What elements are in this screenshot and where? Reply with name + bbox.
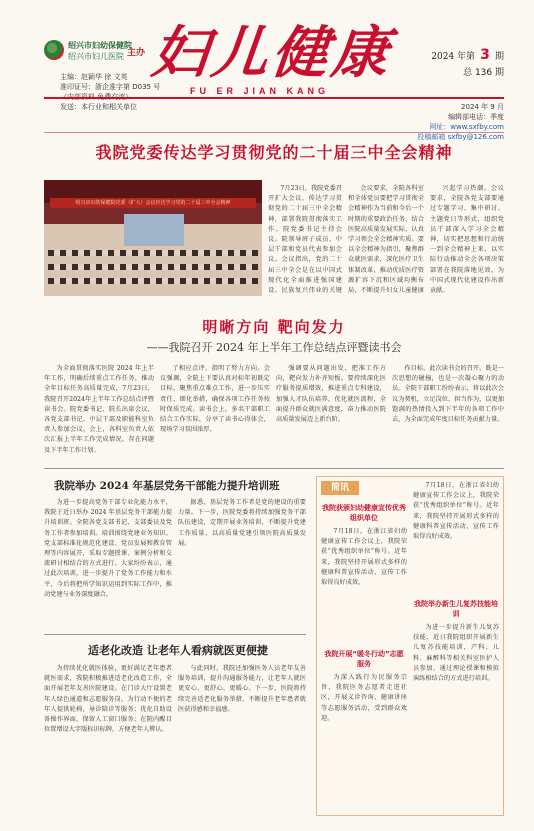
photo-seat-row [48,250,258,256]
article2-column-1 [44,364,154,460]
article1-col3-text: 兴起学习热潮。会议要求，全院各党支部要通过专题学习、集中研讨、主题党日等形式，组织党员干部深入学习全会精神，切实把思想和行动统一到全会精神上来，以实际行动推动全会各项决策部署在我院落地见效，为中国式现代化建设作出新贡献。 [430,185,504,295]
notice-line: 发送：本行业和相关单位 [60,103,137,111]
article2-headline: 明晰方向 靶向发力 [202,318,346,336]
article4-column-2 [178,664,306,814]
article2-column-3 [276,364,386,460]
article3-body-2: 据悉，基层党务工作者是党的建设的重要力量。下一步，医院党委将持续加强党务干部队伍建设，定期开展业务培训，不断提升党建工作质量，以高质量党建引领医院高质量发展。 [178,499,306,547]
article2-col1-text: 为全面贯彻落实医院 2024 年上半年工作，明确后续重点工作任务，推动全年目标任务高质量完成，7月23日，我院召开2024年上半年工作总结点评暨读书会。院党委书记、院长出席会议，各党支部书记、中层干部及职能科室负责人参加会议。会上，各科室负责人依次汇报上半年工作完成情况、存在问题及下半年工作计划。 [44,365,154,454]
newspaper-title: 妇儿健康 [148,20,396,86]
license-line: 准印证号：浙企准字第 D035 号 [60,83,161,91]
date-line: 2024 年 9 月 [461,103,504,111]
masthead-rule [44,97,504,99]
issue-year: 2024 年第 [431,52,476,62]
photo-screen [124,214,184,246]
website-link[interactable]: 网址：www.sxfby.com [429,123,504,131]
article2-col2-text: 了相应点评，指明了努力方向。会议强调，全院上下要认真对标年初既定目标，聚焦重点难点工作，进一步压实责任、细化举措，确保各项工作任务按时保质完成。读书会上，多名干部职工结合工作实际，分享了读书心得体会，现场学习氛围浓厚。 [160,365,270,434]
brief-3-body: 为进一步提升新生儿复苏技能，近日我院组织开展新生儿复苏技能培训，产科、儿科、麻醉科等相关科室医护人员参加，通过理论授课和模拟演练相结合的方式进行培训。 [413,624,499,683]
issue-number: 3 [480,47,490,63]
brief-2-body: 为深入践行为民服务宗旨，我院医务志愿者走进社区，开展义诊咨询、健康讲座等志愿服务活动，受到群众欢迎。 [321,674,407,722]
issue-info [404,44,504,78]
brief-1-body: 7月18日，在浙江省妇幼健康宣传工作会议上，我院荣获“优秀组织单位”称号。近年来，我院坚持开展形式多样的健康科普宣传活动，宣传工作取得良好成效。 [321,528,407,587]
editor-meta [60,72,160,112]
newspaper-pinyin: FU ER JIAN KANG [190,86,330,96]
article4-body: 为持续优化就医体验，更好满足老年患者就医需求，我院积极推进适老化改造工作，全面开展老年友善医院建设。在门诊大厅设置老年人绿色通道和志愿服务岗，为行动不便的老年人提供轮椅、导诊陪诊等服务；优化自助设备操作界面，保留人工窗口服务；在院内醒目位置增设大字版标识标牌，方便老年人辨认。 [44,665,172,734]
article4-column-1 [44,664,172,814]
article2-col3-text: 强调要从问题出发，把准工作方向，靶向发力补齐短板。要持续深化医疗服务提质增效，推进重点专科建设，加强人才队伍培养，优化就医流程，全面提升群众就医满意度，奋力推动医院高质量发展迈上新台阶。 [276,365,386,424]
article3-headline: 我院举办 2024 年基层党务干部能力提升培训班 [54,480,280,492]
article1-column-3 [430,184,504,296]
news-brief-sidebar [316,476,504,816]
article-divider [44,634,306,635]
article2-column-2 [160,364,270,460]
masthead [0,0,534,141]
brief-3-title: 我院举办新生儿复苏技能培训 [414,600,498,618]
section-divider [44,468,504,469]
photo-banner: 绍兴市妇幼保健院党委（扩大）会议传达学习党的二十届三中全会精神 [50,198,256,208]
article3-column-2 [178,498,306,626]
article2-subheadline: ——我院召开 2024 年上半年工作总结点评暨读书会 [146,341,402,354]
photo-seat-row [48,278,258,284]
org-name-2: 绍兴市妇儿医院 [68,52,124,61]
article3-column-1 [44,498,172,626]
issue-total: 总 136 期 [463,68,504,78]
article3-body: 为进一步提高党务干部专业化能力水平，我院于近日举办 2024 年基层党务干部能力提升培训班。全院各党支部书记、支部委员及党务工作者参加培训。培训围绕党建业务知识、党支部标准化规范化建设、党员发展和教育管理等内容展开，采取专题授课、案例分析和交流研讨相结合的方式进行。大家纷纷表示，通过此次培训，进一步提升了党务工作能力和水平，今后将把所学知识运用到实际工作中，推动党建与业务深度融合。 [44,499,172,598]
article4-headline: 适老化改造 让老年人看病就医更便捷 [88,644,268,657]
editor-line: 主编：赵颖华 徐 文英 [60,73,128,81]
brief-3-body-wrap [413,623,499,809]
brief-2-title: 我院开展“暖冬行动”志愿服务 [324,650,404,668]
brief-tag: 简讯 [321,481,359,495]
brief-1-continued [413,481,499,593]
headline-rule [44,132,504,133]
article1-column-2 [348,184,424,296]
issue-unit: 期 [494,52,504,62]
article4-body-2: 与此同时，我院还加强医务人员老年友善服务培训，提升沟通服务能力，让老年人就医更安心、更舒心、更暖心。下一步，医院将持续完善适老化服务举措，不断提升老年患者就医获得感和幸福感。 [178,665,306,713]
meeting-photo [44,180,262,296]
email-link[interactable]: 投稿邮箱 sxfby@126.com [417,133,504,141]
editor-office: 编辑部电话：季度 [448,113,504,121]
org-name-1: 绍兴市妇幼保健院 [68,41,132,50]
contact-meta [400,102,504,142]
sponsor-tag: 主办 [127,48,146,58]
article1-col2-text: 会议要求，全院各科室和全体党员要把学习贯彻全会精神作为当前和今后一个时期的重要政治任务，结合医院高质量发展实际，认真学习领会全会精神实质。要以全会精神为指引，聚焦群众就医需求，深化医疗卫生体制改革，推动优质医疗资源扩容下沉和区域均衡布局，不断提升妇女儿童健康 [348,185,424,295]
article2-col4-text: 作目标，此次读书会的召开，既是一次思想的碰撞，也是一次凝心聚力的动员。全院干部职工纷纷表示，将以此次会议为契机，立足岗位、担当作为，以更加饱满的热情投入到下半年的各项工作中去，为全面完成年度目标任务贡献力量。 [392,365,504,424]
hospital-emblem-icon [44,40,64,60]
article1-column-1 [268,184,342,296]
brief-1-body-wrap [321,527,407,637]
article1-headline: 我院党委传达学习贯彻党的二十届三中全会精神 [95,143,453,162]
article1-col1-text: 7月23日，我院党委召开扩大会议，传达学习贯彻党的二十届三中全会精神，部署我院贯彻落实工作。院党委书记主持会议。院领导班子成员、中层干部和党员代表参加会议。会议指出，党的二十届三中全会是在以中国式现代化全面推进强国建设、民族复兴伟业的关键 [268,185,342,295]
article2-column-4 [392,364,504,460]
brief-1-title: 我院获颁妇幼健康宣传优秀组织单位 [322,504,406,522]
brief-2-body-wrap [321,673,407,809]
photo-seat-row [48,264,258,270]
brief-1-body-continued: 7月18日，在浙江省妇幼健康宣传工作会议上，我院荣获“优秀组织单位”称号。近年来，我院坚持开展形式多样的健康科普宣传活动，宣传工作取得良好成效。 [413,482,499,541]
